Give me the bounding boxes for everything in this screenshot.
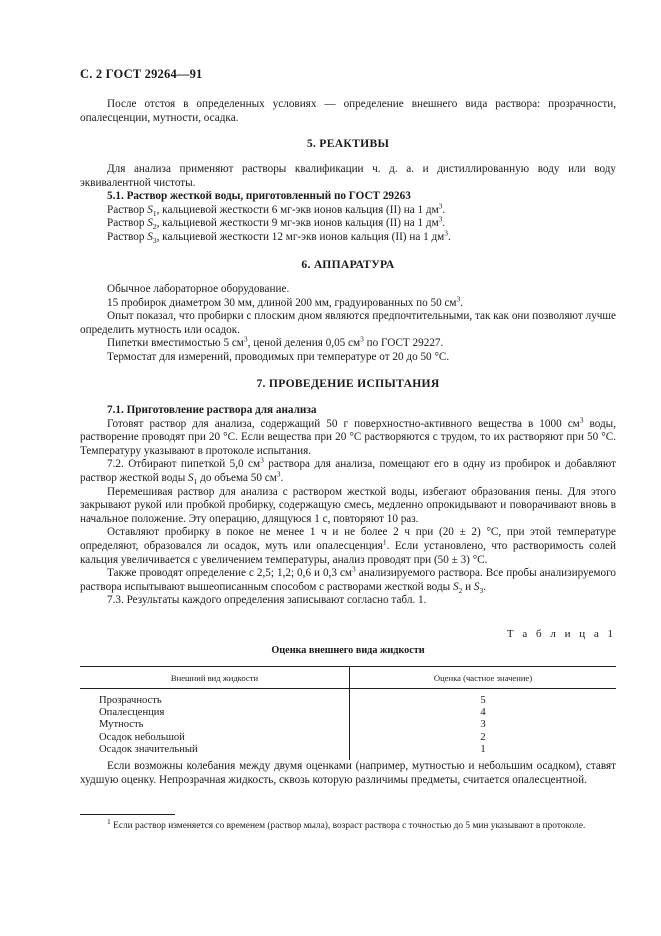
table-cell-appearance: Прозрачность: [80, 689, 350, 708]
table-caption: Т а б л и ц а 1: [506, 628, 616, 640]
solution-s2: Раствор $S_2$, кальциевой жесткости 9 мг-экв ионов кальция (II) на 1 $дм^3$.: [107, 214, 446, 232]
table-row: [80, 689, 616, 708]
footnote-mark: 1: [107, 816, 111, 826]
solution-s3: Раствор $S_3$, кальциевой жесткости 12 мг-экв ионов кальция (II) на 1 $дм^3$.: [107, 228, 451, 246]
section-7-body: [80, 404, 616, 608]
equipment-thermostat: Термостат для измерений, проводимых при температуре от 20 до 50 °С.: [107, 350, 450, 363]
table-row: [80, 732, 616, 744]
appearance-table: [80, 666, 616, 760]
equipment-tubes: 15 пробирок диаметром 30 мм, длиной 200 мм, градуированных по 50 $см^3$.: [107, 293, 464, 309]
section-6-body: [80, 283, 616, 365]
reagents-paragraph: Для анализа применяют растворы квалификации ч. д. а. и дистиллированную воду или воду эквивалентной чистоты.: [80, 163, 616, 189]
intro-text: После отстоя в определенных условиях — определение внешнего вида раствора: прозрачности, опалесценции, мутности, осадка.: [80, 98, 616, 124]
footnote-text: Если раствор изменяется со временем (раствор мыла), возраст раствора с точностью до 5 мин указывают в протоколе.: [110, 821, 586, 831]
equipment-pipettes: Пипетки вместимостью 5 $см^3$, ценой деления 0,05 $см^3$ по ГОСТ 29227.: [107, 334, 444, 350]
page-header: С. 2 ГОСТ 29264—91: [80, 67, 203, 81]
table-cell-appearance: Опалесценция: [80, 707, 350, 719]
table-row: [80, 707, 616, 719]
table-cell-score: 2: [480, 731, 486, 743]
solution-s1: Раствор $S_1$, кальциевой жесткости 6 мг-экв ионов кальция (II) на 1 $дм^3$.: [107, 201, 446, 219]
table-cell-score: 1: [480, 743, 486, 755]
subsection-5-1-title: 5.1. Раствор жесткой воды, приготовленный по ГОСТ 29263: [107, 190, 411, 203]
footnote: [80, 816, 616, 833]
paragraph-7-2: 7.2. Отбирают пипеткой 5,0 $см^3$ раствора для анализа, помещают его в одну из пробирок и добавляют раствор жесткой воды $S_1$ до объема 50 $см^3$.: [80, 455, 616, 487]
table-cell-score: 3: [480, 719, 486, 731]
paragraph-settling: Оставляют пробирку в покое не менее 1 ч и не более 2 ч при (20 ± 2) °С, при этой температуре определяют, образовался ли осадок, муть или опалесценция$^1$. Если установлено, что растворимость солей кальция увеличивается с увеличением температуры, анализ проводят при (50 ± 3) °С.: [80, 526, 616, 566]
table-cell-appearance: Осадок небольшой: [80, 732, 350, 744]
table-cell-score: 5: [480, 695, 486, 706]
equipment-general: Обычное лабораторное оборудование.: [107, 283, 290, 295]
section-7-title: 7. ПРОВЕДЕНИЕ ИСПЫТАНИЯ: [256, 377, 440, 390]
table-row: [80, 719, 616, 731]
table-row: [80, 744, 616, 760]
section-5-body: [80, 163, 616, 245]
table-cell-appearance: Мутность: [80, 719, 350, 731]
table-header-appearance: Внешний вид жидкости: [80, 667, 350, 689]
paragraph-7-1: Готовят раствор для анализа, содержащий 50 г поверхностно-активного вещества в 1000 $см^3$ воды, растворение проводят при 20 °С. Если вещества при 20 °С растворяются с трудом, то их растворяют при 50 °С. Температуру указывают в протоколе испытания.: [80, 414, 617, 457]
table-cell-score: 4: [480, 707, 486, 719]
table-cell-appearance: Осадок значительный: [80, 744, 350, 760]
table-header-row: [80, 667, 616, 689]
table-title: Оценка внешнего вида жидкости: [271, 645, 425, 656]
after-table-paragraph: [80, 760, 616, 787]
paragraph-mixing: Перемешивая раствор для анализа с раствором жесткой воды, избегают образования пены. Для этого закрывают рукой или пробкой пробирку, содержащую смесь, медленно опрокидывают и поворачивают вновь в начальное положение. Эту операцию, длящуюся 1 с, повторяют 10 раз.: [80, 485, 616, 525]
footnote-separator: [80, 814, 175, 815]
paragraph-dilutions: Также проводят определение с 2,5; 1,2; 0,6 и 0,3 $см^3$ анализируемого раствора. Все пробы анализируемого раствора испытывают вышеописанным способом с растворами жесткой воды $S_2$ и $S_3$.: [80, 564, 617, 595]
paragraph-7-3: 7.3. Результаты каждого определения записывают согласно табл. 1.: [107, 594, 427, 607]
equipment-experience: Опыт показал, что пробирки с плоским дном являются предпочтительными, так как они позволяют лучше определить мутность или осадок.: [80, 310, 616, 336]
table-header-score: Оценка (частное значение): [350, 667, 617, 689]
intro-paragraph: [80, 98, 616, 125]
section-6-title: 6. АППАРАТУРА: [301, 258, 395, 271]
section-5-title: 5. РЕАКТИВЫ: [306, 137, 390, 150]
subsection-7-1-title: 7.1. Приготовление раствора для анализа: [107, 404, 317, 416]
after-table-text: Если возможны колебания между двумя оценками (например, мутностью и небольшим осадком), ставят худшую оценку. Непрозрачная жидкость, сквозь которую различимы предметы, считается опалесцентной.: [80, 760, 616, 786]
